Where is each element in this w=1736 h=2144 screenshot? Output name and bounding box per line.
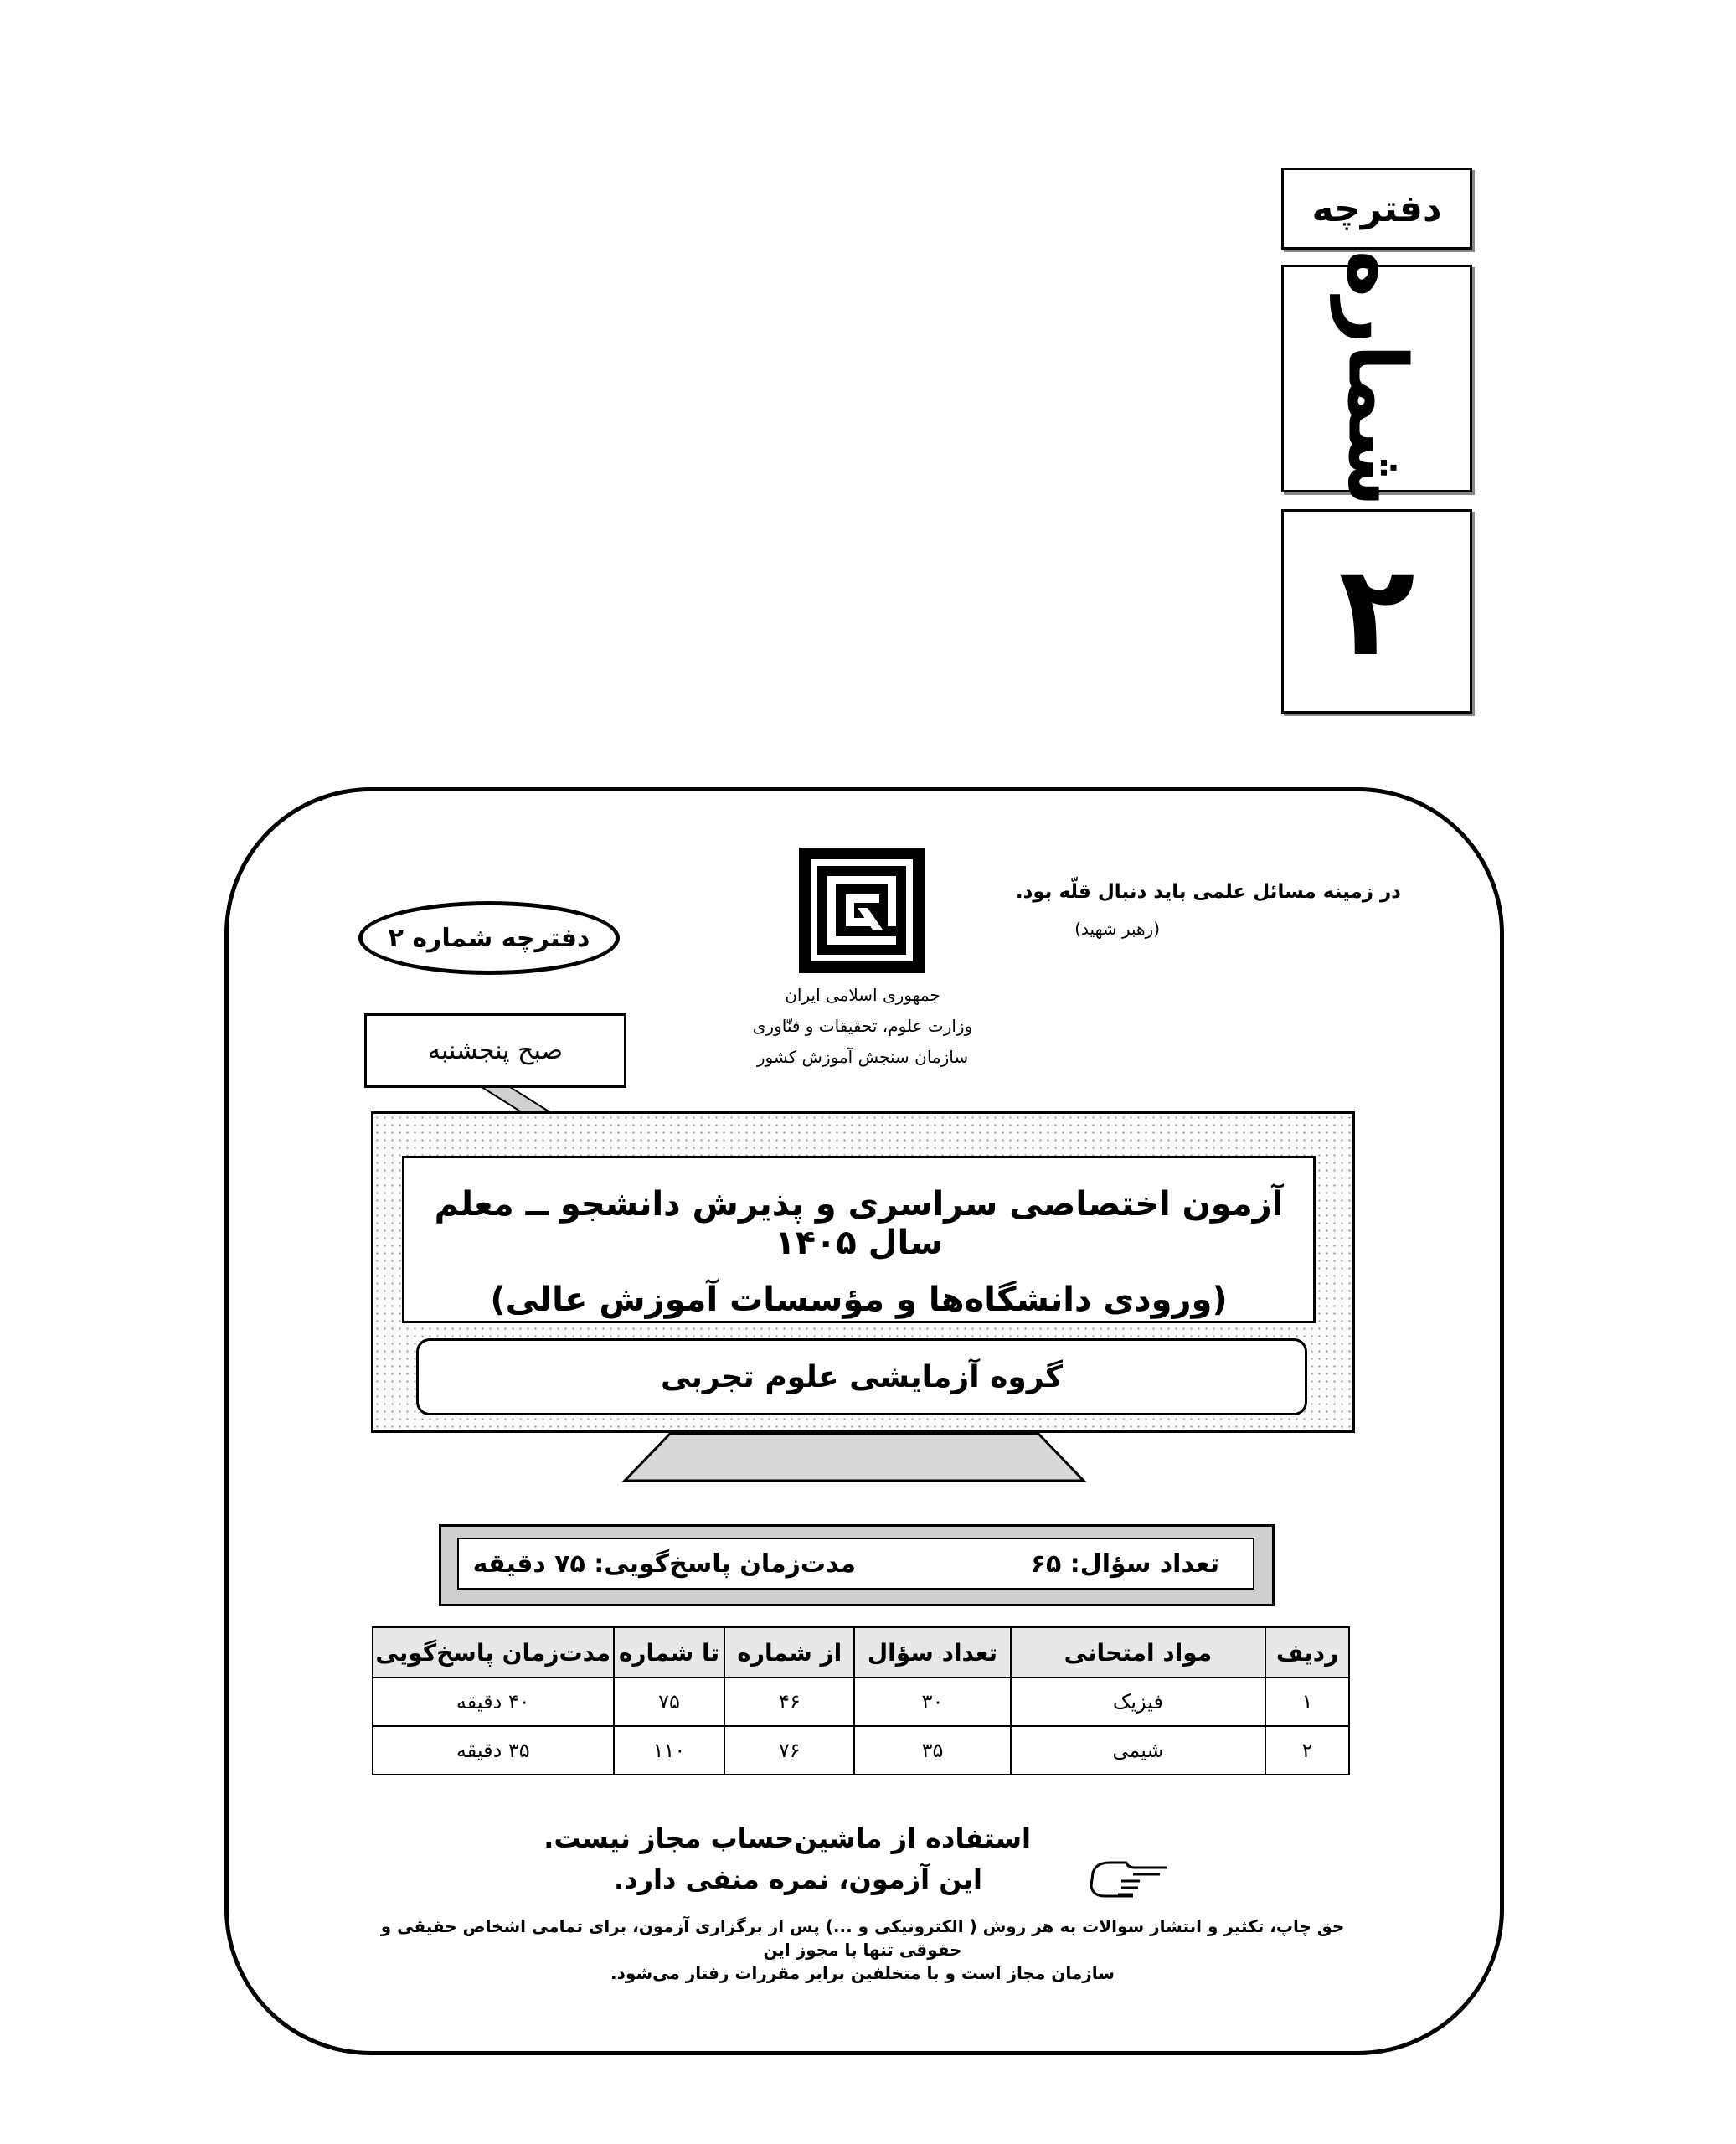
session-box	[364, 1013, 626, 1088]
copyright-notice	[352, 1915, 1373, 1985]
booklet-label-box	[1281, 168, 1472, 250]
header-from-number: از شماره	[724, 1627, 854, 1678]
booklet-label: دفترچه	[1311, 187, 1442, 230]
booklet-word: شماره	[1330, 250, 1424, 508]
quote-text: در زمینه مسائل علمی باید دنبال قلّه بود.	[1015, 881, 1401, 903]
summary-bar-inner	[457, 1538, 1254, 1590]
header-subject: مواد امتحانی	[1011, 1627, 1265, 1678]
header-question-count: تعداد سؤال	[854, 1627, 1011, 1678]
question-count-cell: ۳۵	[854, 1726, 1011, 1775]
exam-title-line2: (ورودی دانشگاه‌ها و مؤسسات آموزش عالی)	[490, 1281, 1228, 1319]
from-number-cell: ۷۶	[724, 1726, 854, 1775]
copyright-line2: سازمان مجاز است و با متخلفین برابر مقررات رفتار می‌شود.	[610, 1963, 1115, 1983]
session-text: صبح پنجشنبه	[427, 1036, 564, 1065]
booklet-word-box	[1281, 250, 1472, 508]
quote-source: (رهبر شهید)	[1074, 919, 1160, 939]
from-number-cell: ۴۶	[724, 1678, 854, 1726]
copyright-line1: حق چاپ، تکثیر و انتشار سوالات به هر روش ( الکترونیکی و ...) پس از برگزاری آزمون، برای تمامی اشخاص حقیقی و حقوقی تنها با مجوز این	[380, 1916, 1345, 1960]
organization-logo-icon	[799, 848, 925, 973]
org-line-organization: سازمان سنجش آموزش کشور	[756, 1047, 969, 1067]
header-duration: مدت‌زمان پاسخ‌گویی	[373, 1627, 614, 1678]
question-count-cell: ۳۰	[854, 1678, 1011, 1726]
duration-cell: ۴۰ دقیقه	[373, 1678, 614, 1726]
header-row-index: ردیف	[1265, 1627, 1349, 1678]
calculator-note: استفاده از ماشین‌حساب مجاز نیست.	[543, 1822, 1031, 1854]
subject-name: شیمی	[1011, 1726, 1265, 1775]
table-header-row	[373, 1627, 1349, 1678]
total-duration: مدت‌زمان پاسخ‌گویی: ۷۵ دقیقه	[472, 1549, 856, 1579]
row-index: ۱	[1265, 1678, 1349, 1726]
org-line-ministry: وزارت علوم، تحقیقات و فنّاوری	[752, 1016, 973, 1036]
question-count: تعداد سؤال: ۶۵	[1030, 1549, 1219, 1579]
booklet-number-box	[1281, 509, 1472, 714]
subjects-table	[372, 1626, 1350, 1776]
subject-name: فیزیک	[1011, 1678, 1265, 1726]
exam-group-text: گروه آزمایشی علوم تجربی	[660, 1359, 1064, 1394]
negative-mark-note: این آزمون، نمره منفی دارد.	[613, 1863, 982, 1895]
table-row	[373, 1726, 1349, 1775]
header-to-number: تا شماره	[614, 1627, 725, 1678]
pointing-hand-icon	[1084, 1856, 1168, 1899]
exam-title-line1: آزمون اختصاصی سراسری و پذیرش دانشجو ــ معلم سال ۱۴۰۵	[434, 1185, 1284, 1262]
booklet-number-badge-text: دفترچه شماره ۲	[388, 923, 590, 953]
exam-group-box	[416, 1338, 1307, 1415]
booklet-number-badge	[358, 901, 620, 975]
to-number-cell: ۱۱۰	[614, 1726, 725, 1775]
table-row	[373, 1678, 1349, 1726]
row-index: ۲	[1265, 1726, 1349, 1775]
org-line-country: جمهوری اسلامی ایران	[785, 985, 940, 1005]
exam-title-box	[402, 1156, 1316, 1323]
board-stand	[620, 1432, 1089, 1484]
booklet-number: ۲	[1338, 539, 1415, 684]
duration-cell: ۳۵ دقیقه	[373, 1726, 614, 1775]
organization-info	[695, 980, 1030, 1073]
to-number-cell: ۷۵	[614, 1678, 725, 1726]
